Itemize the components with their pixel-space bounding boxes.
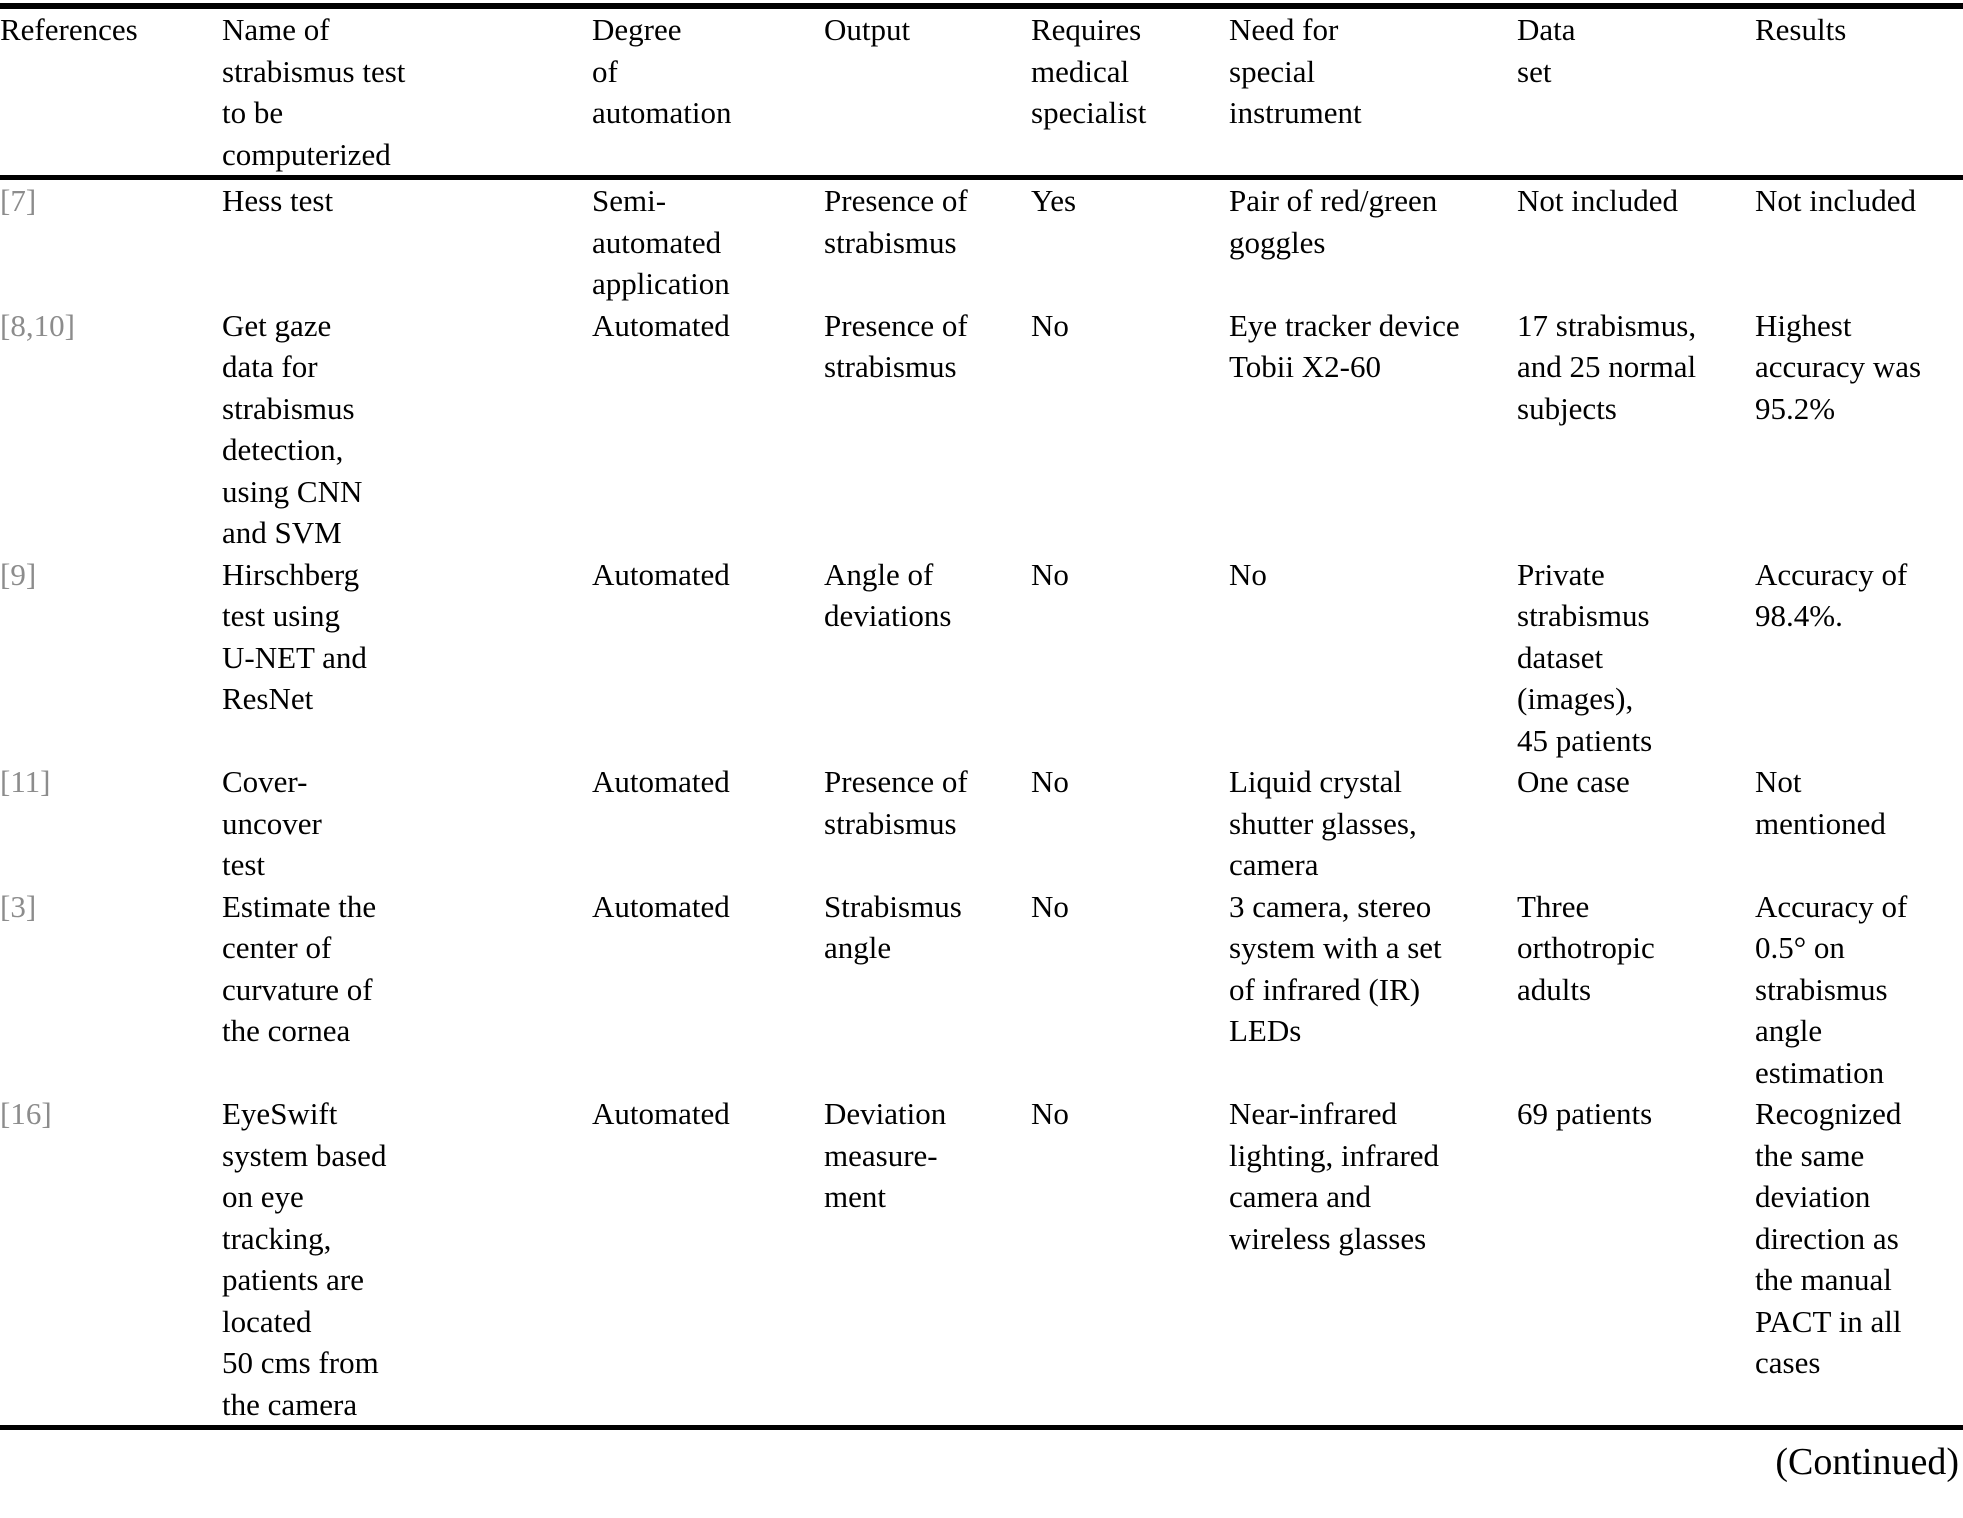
cell-line: EyeSwift [222,1096,338,1131]
cell-line: and 25 normal [1517,349,1697,384]
cell-output [824,886,1031,1094]
cell-line: References [0,12,138,47]
cell-line: PACT in all [1755,1303,1902,1339]
cell-line: deviations [824,598,952,633]
cell-dataset [1517,180,1755,305]
column-header-results [1755,9,1963,175]
cell-test_name [222,305,592,554]
cell-line: Near-infrared [1229,1096,1398,1131]
cell-line: Get gaze [222,307,332,343]
cell-line: 98.4%. [1755,598,1843,633]
cell-line: Recognized [1755,1096,1902,1131]
cell-line: Need for [1229,12,1339,47]
cell-results [1755,305,1963,554]
cell-line: (images), [1517,681,1634,716]
cell-instrument [1229,1093,1517,1425]
cell-line: ResNet [222,681,314,716]
comparison-table [0,9,1963,175]
cell-line: Hirschberg [222,556,360,592]
table-header [0,9,1963,175]
cell-references [0,554,222,762]
cell-dataset [1517,761,1755,886]
cell-automation [592,886,824,1094]
cell-line: 0.5° on [1755,930,1845,965]
cell-results [1755,886,1963,1094]
cell-test_name [222,180,592,305]
cell-automation [592,180,824,305]
cell-line: patients are [222,1262,365,1297]
cell-line: shutter glasses, [1229,805,1417,841]
cell-line: dataset [1517,639,1604,675]
cell-line: the same [1755,1137,1865,1173]
cell-line: Automated [592,764,730,799]
cell-line: Eye tracker device [1229,307,1460,343]
cell-references [0,180,222,305]
cell-test_name [222,554,592,762]
cell-line: Not included [1517,183,1678,218]
cell-line: Estimate the [222,888,377,924]
cell-line: Presence of [824,183,968,218]
cell-line: computerized [222,136,391,172]
reference-line: [9] [0,556,37,592]
table-body [0,180,1963,1425]
cell-automation [592,761,824,886]
cell-line: cases [1755,1345,1821,1380]
cell-line: Highest [1755,307,1852,343]
cell-line: No [1031,764,1069,799]
cell-line: angle [824,930,892,965]
reference-line: [11] [0,764,51,799]
cell-line: Not [1755,764,1802,799]
cell-dataset [1517,886,1755,1094]
cell-line: Not included [1755,183,1916,218]
cell-line: adults [1517,971,1592,1007]
cell-line: No [1031,888,1069,924]
cell-results [1755,761,1963,886]
cell-line: Private [1517,556,1605,592]
cell-line: and SVM [222,515,342,550]
cell-line: accuracy was [1755,349,1922,384]
cell-line: Automated [592,556,730,592]
cell-line: strabismus [824,805,957,841]
cell-line: Output [824,12,911,47]
cell-line: lighting, infrared [1229,1137,1440,1173]
cell-references [0,761,222,886]
cell-dataset [1517,305,1755,554]
column-header-specialist [1031,9,1229,175]
cell-line: Angle of [824,556,934,592]
cell-line: data for [222,349,318,384]
cell-line: ment [824,1179,886,1214]
table-header-row [0,9,1963,175]
cell-references [0,886,222,1094]
cell-line: detection, [222,432,344,467]
cell-line: special [1229,53,1316,89]
cell-line: the camera [222,1386,358,1422]
cell-automation [592,1093,824,1425]
column-header-test-name [222,9,592,175]
cell-instrument [1229,886,1517,1094]
cell-line: Deviation [824,1096,947,1131]
cell-line: Three [1517,888,1590,924]
cell-line: Accuracy of [1755,888,1908,924]
table-page [0,3,1963,1518]
cell-output [824,554,1031,762]
cell-results [1755,554,1963,762]
cell-line: No [1031,1096,1069,1131]
cell-line: U-NET and [222,639,367,675]
cell-line: No [1031,307,1069,343]
cell-line: automated [592,224,722,260]
cell-line: 69 patients [1517,1096,1653,1131]
cell-automation [592,554,824,762]
cell-instrument [1229,554,1517,762]
cell-line: Results [1755,12,1847,47]
cell-specialist [1031,761,1229,886]
cell-line: One case [1517,764,1630,799]
cell-specialist [1031,554,1229,762]
cell-line: using CNN [222,473,363,509]
cell-line: Yes [1031,183,1077,218]
cell-line: Data [1517,12,1576,47]
cell-line: Automated [592,888,730,924]
cell-line: strabismus test [222,53,406,89]
cell-test_name [222,886,592,1094]
cell-line: 50 cms from [222,1345,379,1380]
column-header-dataset [1517,9,1755,175]
cell-line: center of [222,930,332,965]
cell-line: located [222,1303,312,1339]
cell-line: subjects [1517,390,1617,426]
cell-references [0,1093,222,1425]
cell-line: 95.2% [1755,390,1836,426]
column-header-instrument [1229,9,1517,175]
cell-line: Tobii X2-60 [1229,349,1381,384]
cell-line: medical [1031,53,1130,89]
table-row [0,305,1963,554]
comparison-table-body [0,180,1963,1425]
cell-specialist [1031,180,1229,305]
cell-references [0,305,222,554]
table-row [0,761,1963,886]
cell-line: set [1517,53,1552,89]
reference-line: [8,10] [0,307,75,343]
cell-specialist [1031,305,1229,554]
cell-line: Semi- [592,183,667,218]
cell-line: No [1229,556,1267,592]
cell-test_name [222,761,592,886]
cell-dataset [1517,554,1755,762]
cell-line: application [592,266,730,301]
cell-line: Name of [222,12,330,47]
cell-dataset [1517,1093,1755,1425]
cell-line: Automated [592,1096,730,1131]
cell-line: camera and [1229,1179,1371,1214]
cell-line: LEDs [1229,1013,1302,1048]
cell-line: system with a set [1229,930,1442,965]
cell-output [824,305,1031,554]
column-header-references [0,9,222,175]
cell-line: 45 patients [1517,722,1653,758]
column-header-automation [592,9,824,175]
table-row [0,554,1963,762]
cell-line: Strabismus [824,888,962,924]
cell-line: angle [1755,1013,1823,1048]
cell-specialist [1031,1093,1229,1425]
cell-line: Cover- [222,764,308,799]
cell-line: strabismus [824,224,957,260]
reference-line: [7] [0,183,37,218]
cell-line: measure- [824,1137,938,1173]
cell-line: wireless glasses [1229,1220,1427,1256]
reference-line: [16] [0,1096,52,1131]
cell-line: Presence of [824,764,968,799]
cell-line: strabismus [1517,598,1650,633]
cell-line: the cornea [222,1013,351,1048]
cell-line: Degree [592,12,682,47]
cell-line: Automated [592,307,730,343]
cell-results [1755,1093,1963,1425]
cell-line: estimation [1755,1054,1885,1090]
cell-instrument [1229,305,1517,554]
cell-line: strabismus [824,349,957,384]
cell-line: goggles [1229,224,1326,260]
cell-line: 3 camera, stereo [1229,888,1432,924]
cell-line: No [1031,556,1069,592]
table-row [0,1093,1963,1425]
continued-label: (Continued) [1775,1441,1959,1483]
cell-line: strabismus [222,390,355,426]
cell-line: test [222,847,266,882]
cell-line: test using [222,598,340,633]
cell-specialist [1031,886,1229,1094]
cell-line: tracking, [222,1220,332,1256]
cell-line: on eye [222,1179,304,1214]
cell-line: Accuracy of [1755,556,1908,592]
reference-line: [3] [0,888,37,924]
cell-line: 17 strabismus, [1517,307,1697,343]
cell-line: instrument [1229,95,1362,130]
cell-line: direction as [1755,1220,1899,1256]
cell-output [824,761,1031,886]
table-row [0,886,1963,1094]
cell-line: Liquid crystal [1229,764,1403,799]
column-header-output [824,9,1031,175]
cell-line: Presence of [824,307,968,343]
cell-line: curvature of [222,971,373,1007]
cell-line: uncover [222,805,322,841]
cell-line: Hess test [222,183,334,218]
cell-line: strabismus [1755,971,1888,1007]
cell-line: to be [222,95,284,130]
cell-line: orthotropic [1517,930,1655,965]
cell-line: Requires [1031,12,1142,47]
cell-automation [592,305,824,554]
cell-test_name [222,1093,592,1425]
table-row [0,180,1963,305]
cell-line: of infrared (IR) [1229,971,1421,1007]
cell-line: of [592,53,618,89]
cell-line: camera [1229,847,1319,882]
cell-line: mentioned [1755,805,1886,841]
cell-results [1755,180,1963,305]
cell-line: specialist [1031,95,1147,130]
cell-line: Pair of red/green [1229,183,1438,218]
cell-output [824,180,1031,305]
cell-instrument [1229,180,1517,305]
cell-line: deviation [1755,1179,1871,1214]
cell-line: the manual [1755,1262,1892,1297]
cell-line: system based [222,1137,387,1173]
cell-output [824,1093,1031,1425]
cell-line: automation [592,95,732,130]
cell-instrument [1229,761,1517,886]
